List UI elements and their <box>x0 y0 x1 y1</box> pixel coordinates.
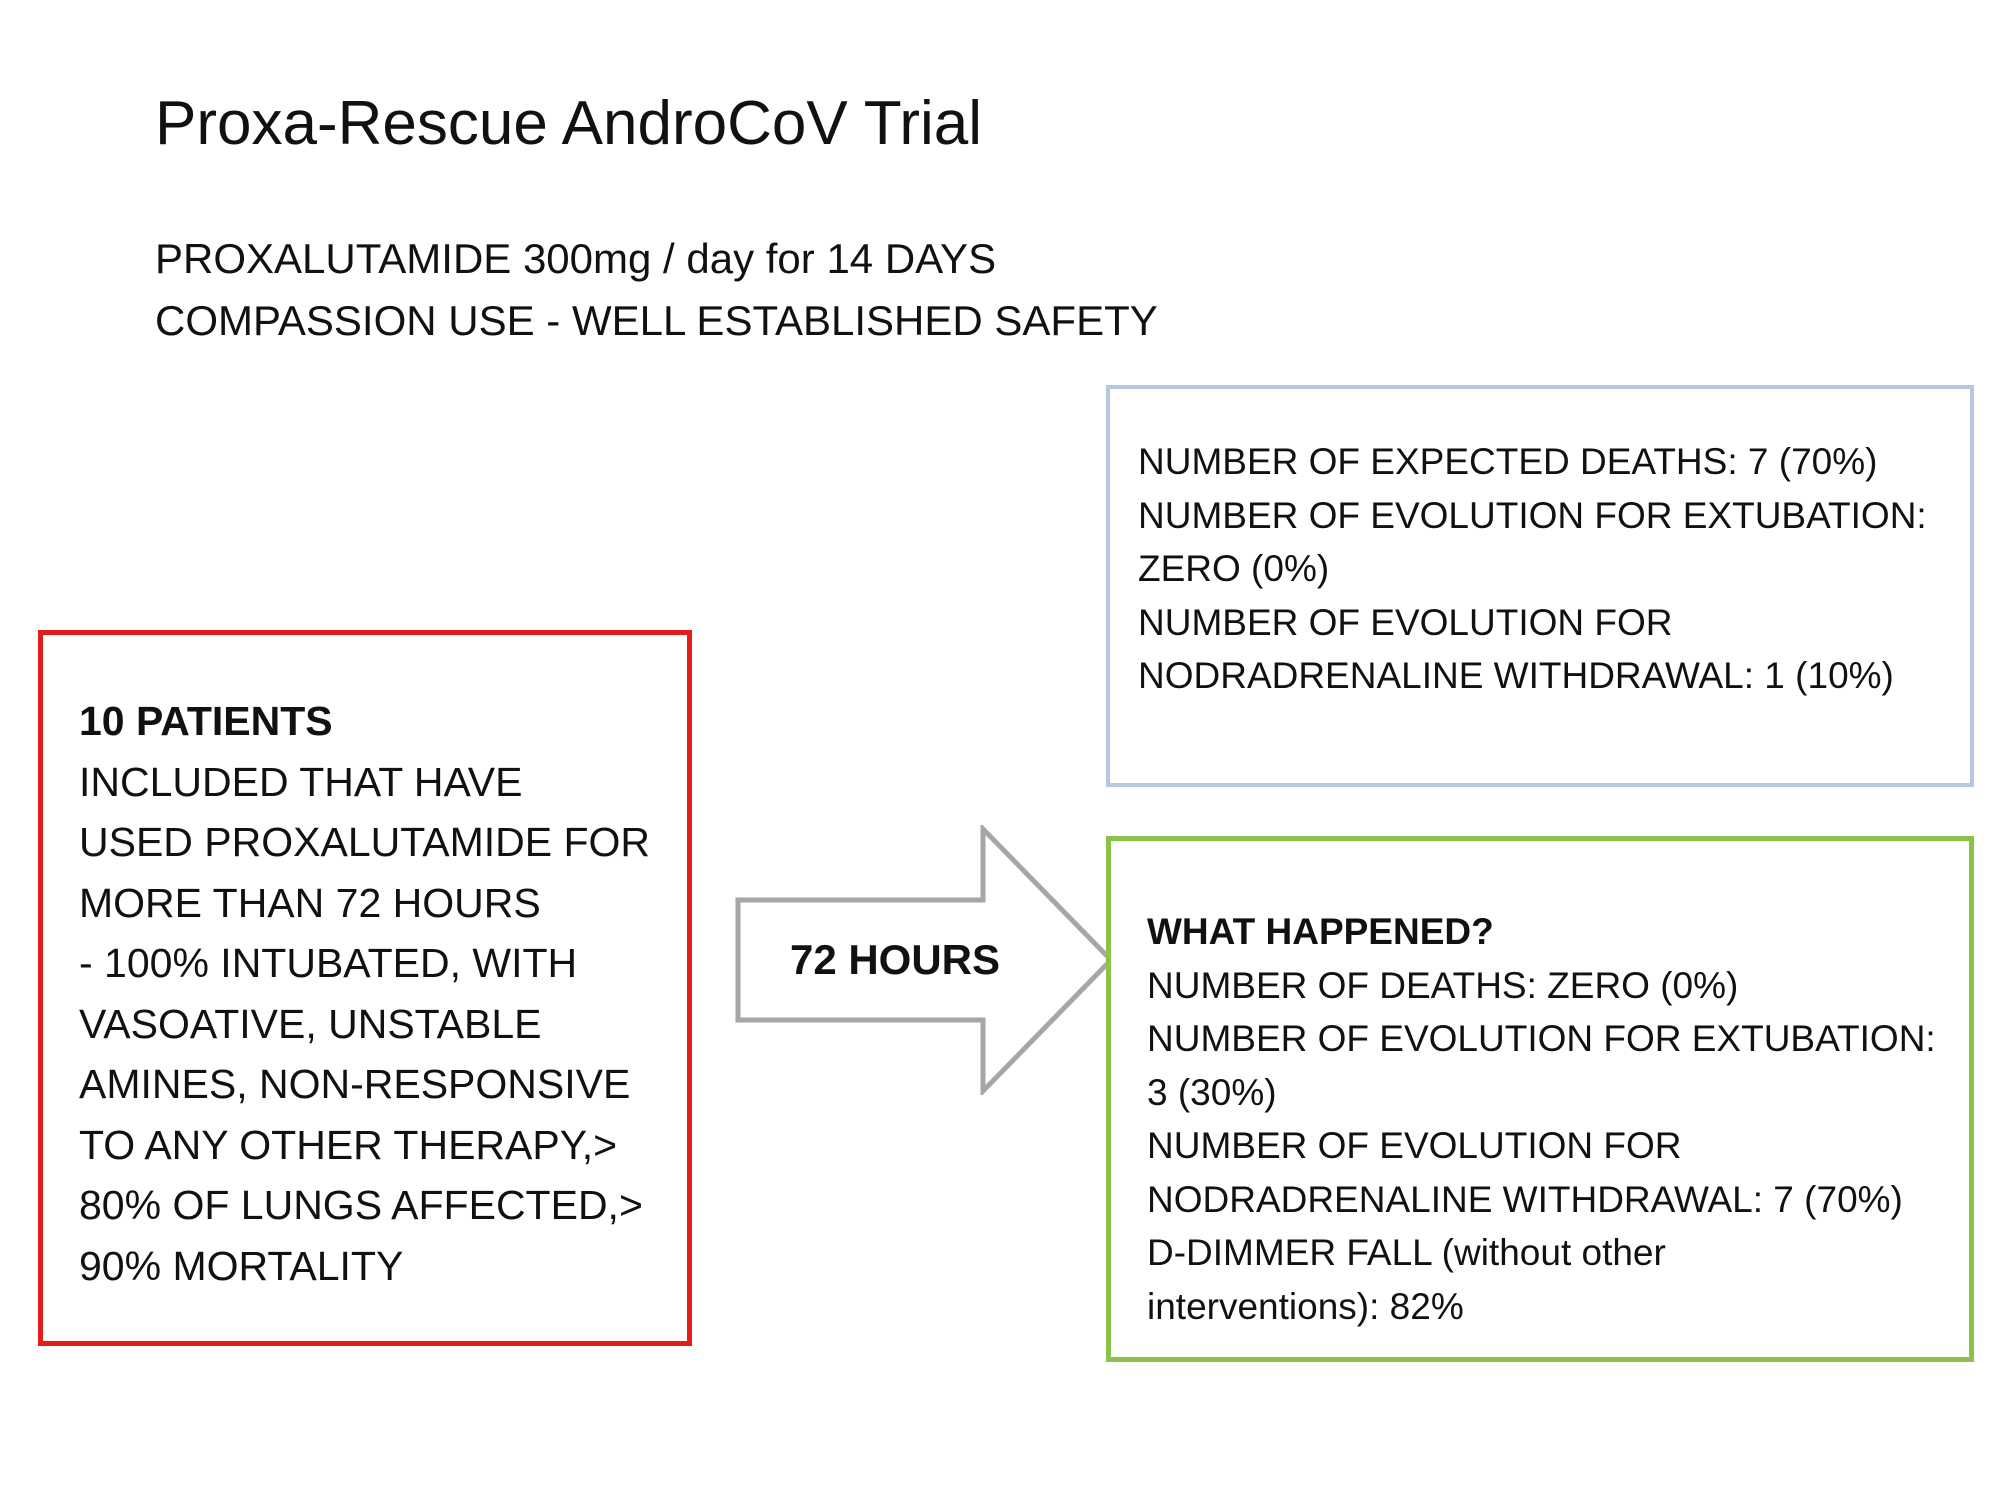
patients-line: INCLUDED THAT HAVE <box>79 758 523 805</box>
outcome-line: NUMBER OF EVOLUTION FOR <box>1147 1125 1682 1166</box>
outcome-line: NUMBER OF EVOLUTION FOR EXTUBATION: <box>1147 1018 1936 1059</box>
outcome-line: 3 (30%) <box>1147 1071 1277 1113</box>
outcome-line: NUMBER OF DEATHS: ZERO (0%) <box>1147 964 1739 1006</box>
outcome-line: interventions): 82% <box>1147 1285 1464 1327</box>
actual-outcomes-box <box>1106 836 1974 1362</box>
patients-line: TO ANY OTHER THERAPY,> <box>79 1121 618 1168</box>
patients-line: AMINES, NON-RESPONSIVE <box>79 1061 631 1107</box>
patients-line: 90% MORTALITY <box>79 1242 404 1289</box>
patients-line: - 100% INTUBATED, WITH <box>79 940 578 986</box>
patients-line: MORE THAN 72 HOURS <box>79 879 541 926</box>
expected-outcomes-box <box>1106 385 1974 787</box>
arrow-label: 72 HOURS <box>789 936 1001 983</box>
patients-line: VASOATIVE, UNSTABLE <box>79 1000 542 1047</box>
page-title: Proxa-Rescue AndroCoV Trial <box>155 89 983 158</box>
expected-line: NODRADRENALINE WITHDRAWAL: 1 (10%) <box>1138 655 1894 696</box>
expected-line: NUMBER OF EVOLUTION FOR <box>1138 601 1673 643</box>
patients-line: USED PROXALUTAMIDE FOR <box>79 819 651 865</box>
patients-box <box>38 630 692 1346</box>
patients-heading: 10 PATIENTS <box>79 698 333 744</box>
patients-line: 80% OF LUNGS AFFECTED,> <box>79 1182 643 1228</box>
expected-line: ZERO (0%) <box>1138 548 1330 589</box>
subtitle-line-dosage: PROXALUTAMIDE 300mg / day for 14 DAYS <box>155 235 997 282</box>
expected-line: NUMBER OF EVOLUTION FOR EXTUBATION: <box>1138 494 1927 536</box>
outcome-heading: WHAT HAPPENED? <box>1147 911 1494 952</box>
subtitle-line-safety: COMPASSION USE - WELL ESTABLISHED SAFETY <box>155 297 1158 344</box>
subtitle <box>155 228 1158 352</box>
outcome-line: D-DIMMER FALL (without other <box>1147 1232 1666 1273</box>
expected-line: NUMBER OF EXPECTED DEATHS: 7 (70%) <box>1138 441 1878 482</box>
outcome-line: NODRADRENALINE WITHDRAWAL: 7 (70%) <box>1147 1178 1903 1220</box>
